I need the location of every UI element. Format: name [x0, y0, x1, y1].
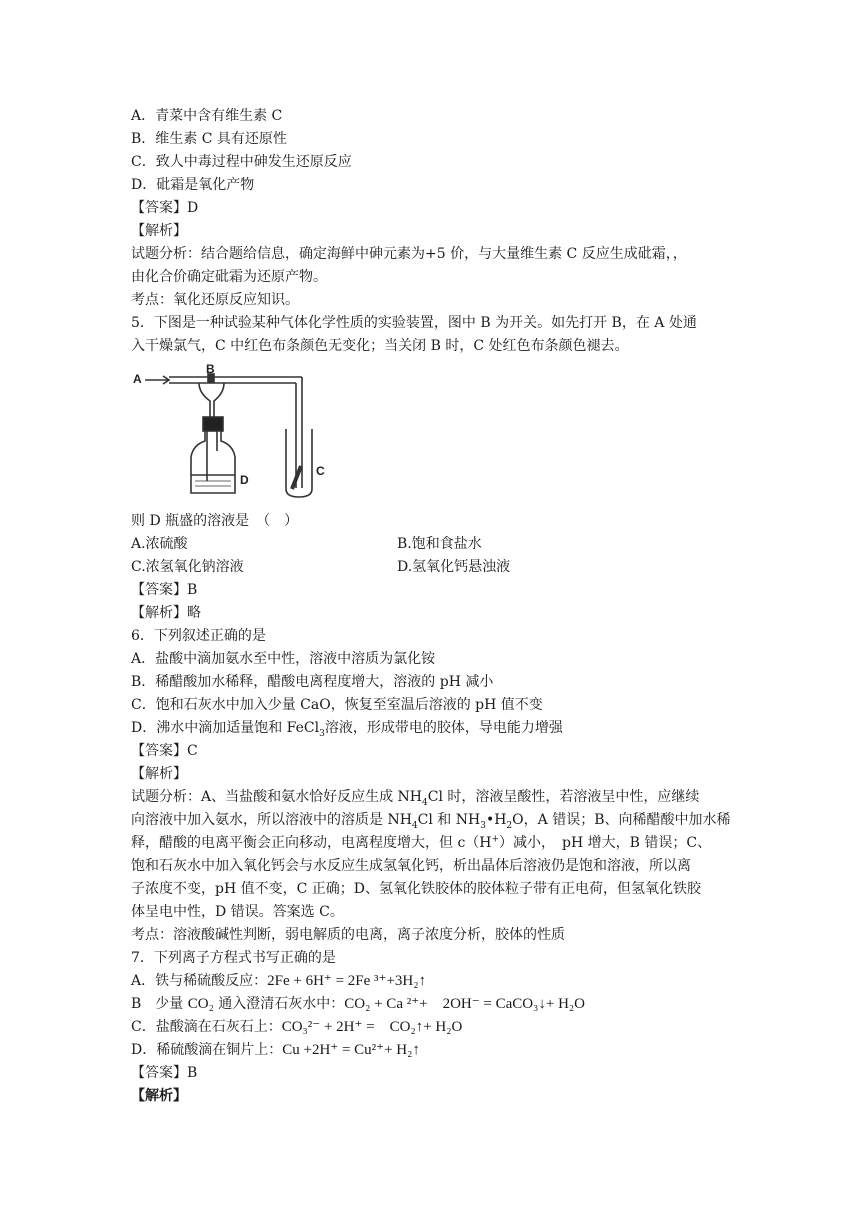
q5-analysis: 【解析】略 — [131, 605, 201, 621]
q6-analysis-line-6: 体呈电中性，D 错误。答案选 C。 — [131, 904, 344, 920]
q6-answer: 【答案】C — [131, 743, 198, 759]
q5-option-b: B.饱和食盐水 — [397, 536, 482, 552]
q5-question: 则 D 瓶盛的溶液是 （ ） — [131, 513, 299, 529]
q4-analysis-line-2: 由化合价确定砒霜为还原产物。 — [131, 269, 327, 285]
q6-stem: 6．下列叙述正确的是 — [131, 628, 266, 644]
q5-stem-line-1: 5．下图是一种试验某种气体化学性质的实验装置，图中 B 为开关。如先打开 B，在 A 处通 — [131, 315, 697, 331]
q7-stem: 7．下列离子方程式书写正确的是 — [131, 950, 336, 966]
q4-analysis-title: 【解析】 — [131, 223, 187, 239]
q5-answer: 【答案】B — [131, 582, 198, 598]
q6-option-d: D．沸水中滴加适量饱和 FeCl$_3$溶液，形成带电的胶体，导电能力增强 — [131, 720, 563, 739]
q7-option-b: B 少量 CO₂ 通入澄清石灰水中：CO₂ + Ca ²⁺+ 2OH⁻ = CaCO₃↓+ H₂O — [131, 996, 585, 1012]
q7-answer: 【答案】B — [131, 1065, 198, 1081]
q7-option-d-equation: Cu +2H⁺ = Cu²⁺+ H₂↑ — [282, 1042, 420, 1058]
q7-option-b-equation: CO₂ + Ca ²⁺+ 2OH⁻ = CaCO₃↓+ H₂O — [344, 996, 585, 1012]
q7-analysis-title: 【解析】 — [131, 1088, 187, 1104]
q6-analysis-line-2: 向溶液中加入氨水，所以溶液中的溶质是 $NH_4Cl$ 和 $NH_3•H_2O$，A 错误；B、向稀醋酸中加水稀 — [131, 812, 731, 831]
figure-label-a: A — [133, 372, 142, 386]
q4-answer: 【答案】D — [131, 200, 199, 216]
q4-exam-point: 考点：氧化还原反应知识。 — [131, 292, 299, 308]
q6-option-b: B．稀醋酸加水稀释，醋酸电离程度增大，溶液的 pH 减小 — [131, 674, 494, 690]
q7-option-c: C．盐酸滴在石灰石上：CO₃²⁻ + 2H⁺ = CO₂↑+ H₂O — [131, 1019, 463, 1035]
q6-analysis-title: 【解析】 — [131, 766, 187, 782]
q6-exam-point: 考点：溶液酸碱性判断，弱电解质的电离，离子浓度分析，胶体的性质 — [131, 927, 565, 943]
q4-option-a: A．青菜中含有维生素 C — [131, 108, 283, 124]
q7-option-a: A．铁与稀硫酸反应：2Fe + 6H⁺ = 2Fe ³⁺+3H₂↑ — [131, 973, 426, 989]
q4-option-b: B．维生素 C 具有还原性 — [131, 131, 287, 147]
q5-stem-line-2: 入干燥氯气，C 中红色布条颜色无变化；当关闭 B 时，C 处红色布条颜色褪去。 — [131, 338, 629, 354]
q5-option-a: A.浓硫酸 — [131, 536, 188, 552]
figure-label-d: D — [240, 473, 249, 487]
q7-option-c-equation: CO₃²⁻ + 2H⁺ = CO₂↑+ H₂O — [281, 1019, 463, 1035]
q4-analysis-line-1: 试题分析：结合题给信息，确定海鲜中砷元素为+5 价，与大量维生素 C 反应生成砒霜，， — [131, 246, 687, 262]
q7-option-d: D．稀硫酸滴在铜片上：Cu +2H⁺ = Cu²⁺+ H₂↑ — [131, 1042, 420, 1058]
q6-analysis-line-1: 试题分析：A、当盐酸和氨水恰好反应生成 $NH_4Cl$ 时，溶液呈酸性，若溶液呈中性，应继续 — [131, 789, 700, 808]
q5-options-row-1 — [131, 535, 482, 554]
q5-options-row-2 — [131, 558, 511, 577]
figure-label-c: C — [316, 464, 325, 478]
q4-option-c: C．致人中毒过程中砷发生还原反应 — [131, 154, 352, 170]
q5-option-d: D.氢氧化钙悬浊液 — [397, 559, 511, 575]
q7-option-a-equation: 2Fe + 6H⁺ = 2Fe ³⁺+3H₂↑ — [267, 973, 426, 989]
q6-option-a: A．盐酸中滴加氨水至中性，溶液中溶质为氯化铵 — [131, 651, 436, 667]
q6-analysis-line-4: 饱和石灰水中加入氧化钙会与水反应生成氢氧化钙，析出晶体后溶液仍是饱和溶液，所以离 — [131, 858, 691, 874]
q6-analysis-line-3: 释，醋酸的电离平衡会正向移动，电离程度增大，但 c（H+）减小， pH 增大，B 错误；C、 — [131, 834, 712, 851]
q6-option-c: C．饱和石灰水中加入少量 CaO，恢复至室温后溶液的 pH 值不变 — [131, 697, 543, 713]
q6-analysis-line-5: 子浓度不变，pH 值不变，C 正确；D、氢氧化铁胶体的胶体粒子带有正电荷，但氢氧化铁胶 — [131, 881, 702, 897]
q4-option-d: D．砒霜是氧化产物 — [131, 177, 255, 193]
q5-option-c: C.浓氢氧化钠溶液 — [131, 559, 244, 575]
figure-label-b: B — [206, 363, 215, 376]
gas-apparatus-figure — [131, 363, 326, 500]
